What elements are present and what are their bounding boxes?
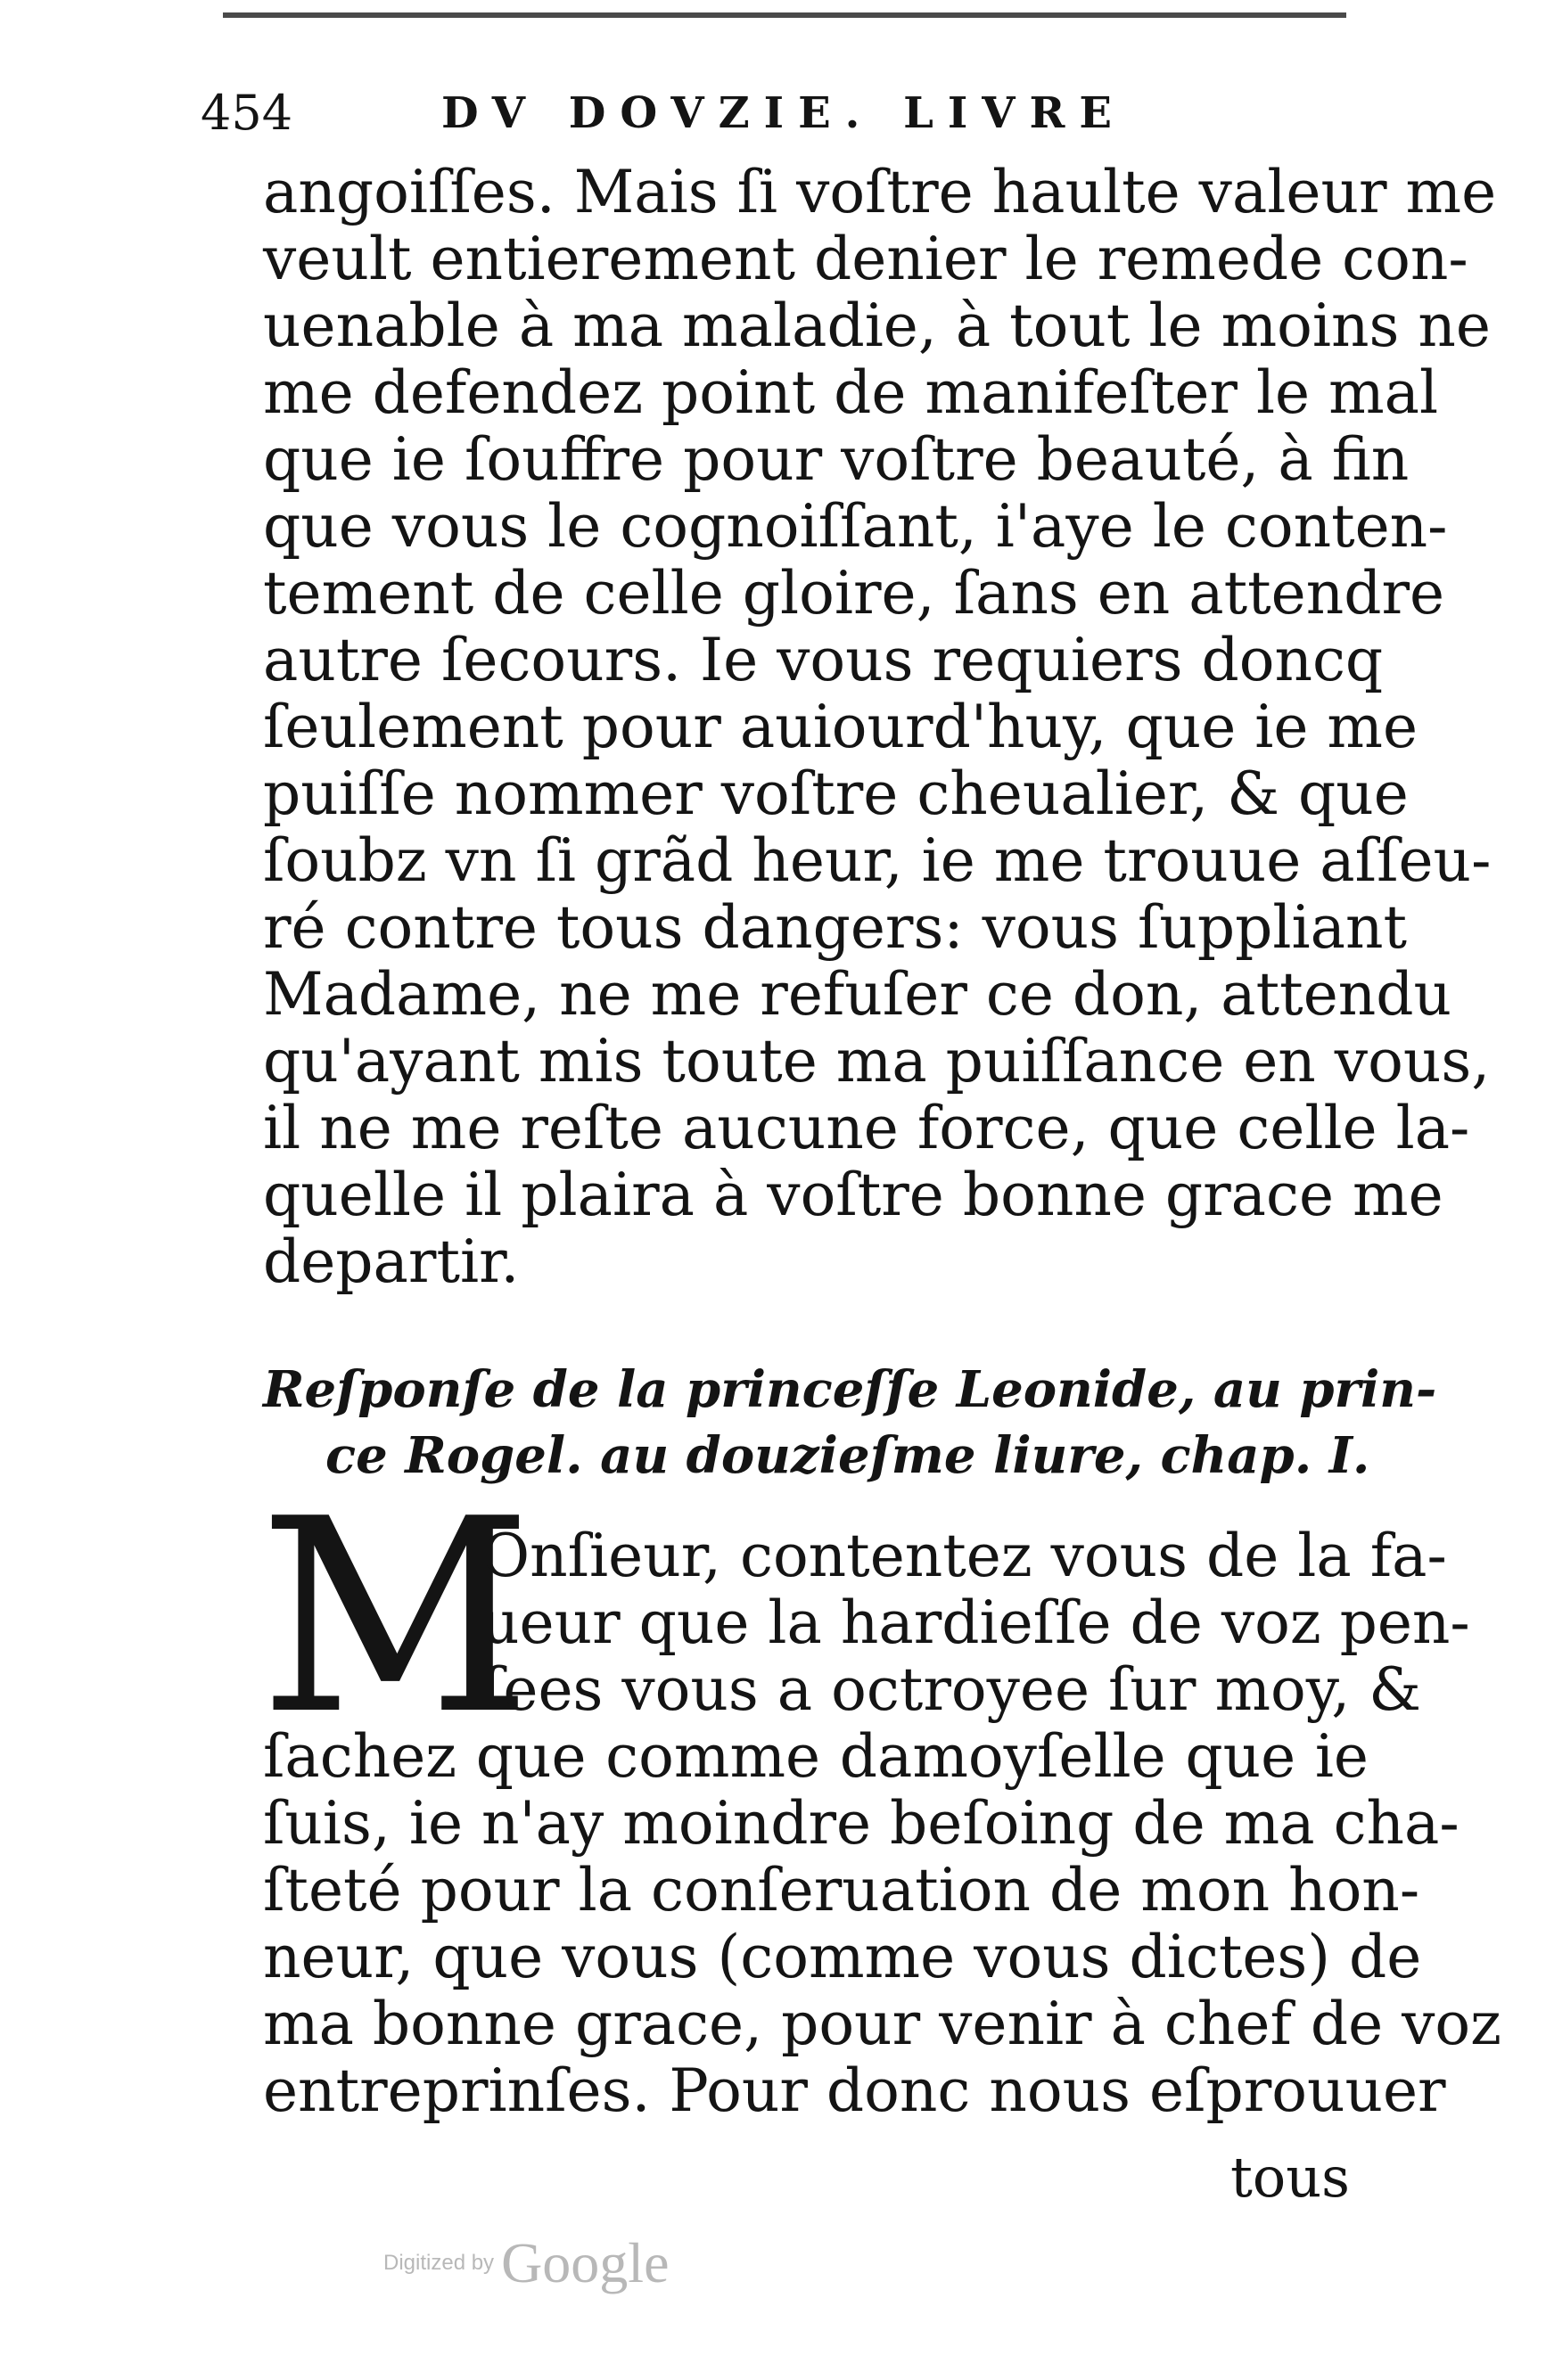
text-line: ſeulement pour auiourd'huy, que ie me (263, 693, 1419, 761)
text-line: uenable à ma maladie, à tout le moins ne (263, 291, 1491, 360)
text-line: tement de celle gloire, ſans en attendre (263, 559, 1445, 628)
text-line: departir. (263, 1227, 520, 1296)
text-line: neur, que vous (comme vous dictes) de (263, 1923, 1422, 1991)
paragraph-2 (263, 1722, 1501, 2125)
text-line: ſachez que comme damoyſelle que ie (263, 1722, 1369, 1791)
text-line: angoiſſes. Mais ſi voſtre haulte valeur me (263, 158, 1497, 226)
running-head-title: DV DOVZIE. LIVRE (441, 88, 1126, 138)
paragraph-1 (263, 158, 1497, 1296)
text-line: veult entierement denier le remede con- (263, 225, 1468, 293)
text-line: ſuis, ie n'ay moindre beſoing de ma cha- (263, 1789, 1460, 1858)
text-line: ueur que la hardieſſe de voz pen- (481, 1588, 1470, 1657)
text-line: me defendez point de manifeſter le mal (263, 358, 1439, 427)
text-line: ſteté pour la conſeruation de mon hon- (263, 1856, 1420, 1925)
digitized-by-label: Digitized by (383, 2251, 495, 2275)
text-line: Madame, ne me refuſer ce don, attendu (263, 960, 1452, 1029)
text-line: que vous le cognoiſſant, i'aye le conten- (263, 492, 1448, 561)
heading-line: ce Rogel. au douzieſme liure, chap. I. (325, 1426, 1370, 1485)
text-line: ma bonne grace, pour venir à chef de voz (263, 1990, 1501, 2058)
text-line: quelle il plaira à voſtre bonne grace me (263, 1161, 1443, 1229)
running-head (201, 82, 1360, 144)
text-line: Onſieur, contentez vous de la fa- (481, 1522, 1447, 1590)
text-line: il ne me reſte aucune force, que celle la- (263, 1094, 1470, 1162)
drop-cap: M (259, 1462, 533, 1773)
digitized-by-watermark (383, 2230, 669, 2293)
text-line: qu'ayant mis toute ma puiſſance en vous, (263, 1027, 1491, 1096)
text-line: ré contre tous dangers: vous ſuppliant (263, 893, 1407, 962)
page-number: 454 (201, 85, 293, 141)
page-top-edge (223, 0, 1346, 18)
catchword: tous (1230, 2145, 1350, 2210)
text-line: puiſſe nommer voſtre cheualier, & que (263, 759, 1409, 828)
heading-line: Reſponſe de la princeſſe Leonide, au prin- (263, 1360, 1437, 1419)
text-line: ſoubz vn ſi grãd heur, ie me trouue aſſeu- (263, 826, 1492, 895)
text-line: que ie ſouffre pour voſtre beauté, à fin (263, 425, 1410, 494)
text-line: autre ſecours. Ie vous requiers doncq (263, 626, 1384, 694)
text-line: entreprinſes. Pour donc nous eſprouuer (263, 2056, 1446, 2125)
google-logo: Google (501, 2231, 670, 2294)
paragraph-2-indented (481, 1522, 1470, 1724)
text-line: ſees vous a octroyee ſur moy, & (481, 1655, 1422, 1724)
